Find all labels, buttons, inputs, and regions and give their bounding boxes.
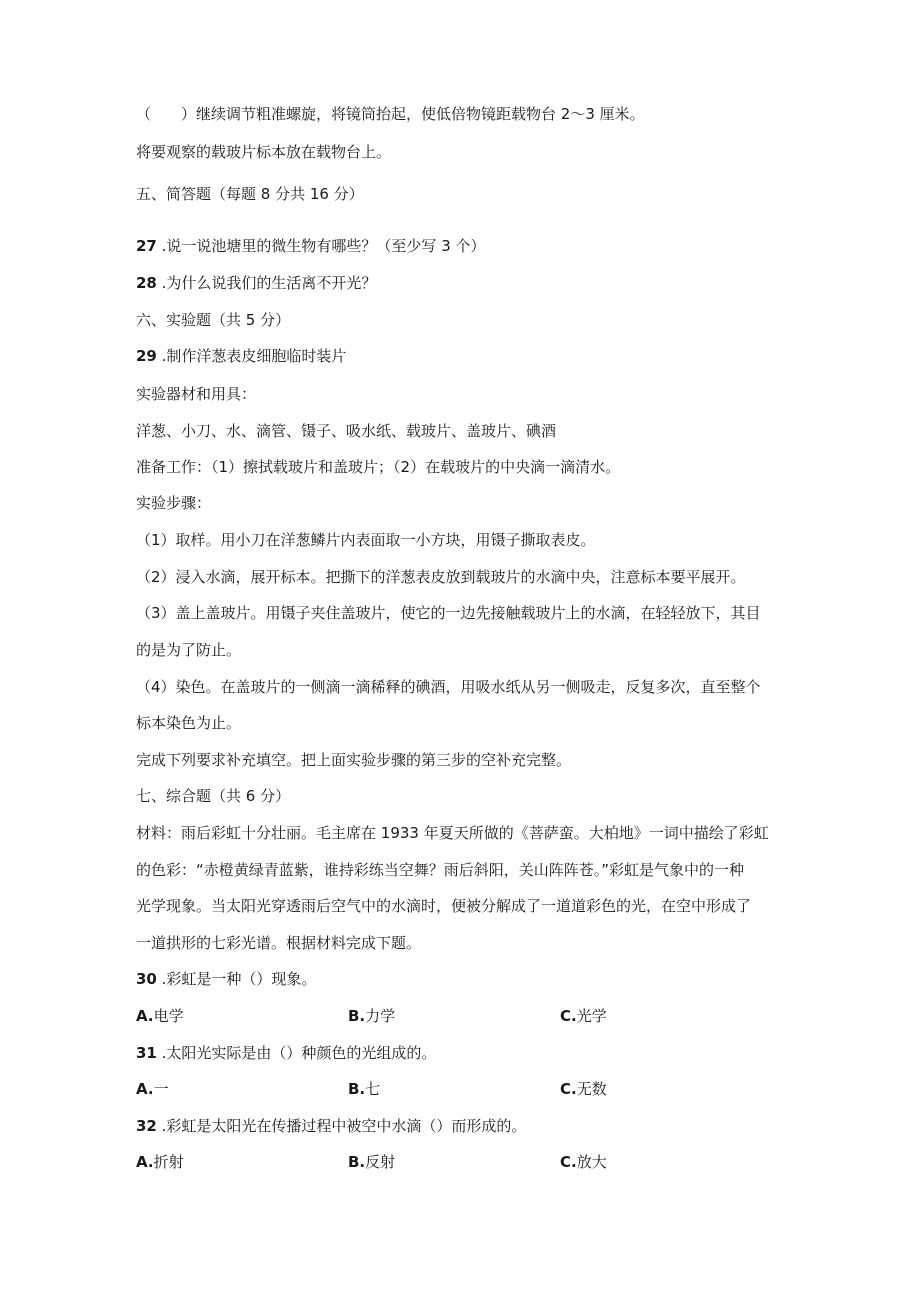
prep-text: 准备工作：（1）擦拭载玻片和盖玻片；（2）在载玻片的中央滴一滴清水。 bbox=[136, 458, 621, 476]
question-text: .彩虹是太阳光在传播过程中被空中水滴（）而形成的。 bbox=[161, 1117, 527, 1135]
option-b bbox=[348, 1006, 395, 1026]
text-line: 将要观察的载玻片标本放在载物台上。 bbox=[136, 143, 392, 161]
option-c bbox=[560, 1079, 607, 1099]
material-line-3: 光学现象。当太阳光穿透雨后空气中的水滴时，便被分解成了一道道彩色的光，在空中形成了 bbox=[136, 897, 752, 915]
material-line-1: 材料：雨后彩虹十分壮丽。毛主席在 1933 年夏天所做的《菩萨蛮。大柏地》一词中描绘了彩虹 bbox=[136, 824, 769, 842]
option-a bbox=[136, 1079, 169, 1099]
option-a bbox=[136, 1006, 184, 1026]
step-4-line-1: （4）染色。在盖玻片的一侧滴一滴稀释的碘酒，用吸水纸从另一侧吸走，反复多次，直至整个 bbox=[136, 678, 761, 696]
option-text: 一 bbox=[153, 1080, 169, 1098]
question-30 bbox=[136, 969, 316, 989]
section-heading-7: 七、综合题（共 6 分） bbox=[136, 787, 291, 805]
option-text: 光学 bbox=[576, 1007, 607, 1025]
question-number: 31 bbox=[136, 1044, 157, 1062]
option-key: A. bbox=[136, 1153, 154, 1171]
step-4-line-2: 标本染色为止。 bbox=[136, 714, 242, 732]
task-text: 完成下列要求补充填空。把上面实验步骤的第三步的空补充完整。 bbox=[136, 751, 572, 769]
question-27 bbox=[136, 236, 486, 256]
question-number: 28 bbox=[136, 274, 157, 292]
question-29 bbox=[136, 346, 346, 366]
question-28 bbox=[136, 273, 376, 293]
material-line-2: 的色彩：“赤橙黄绿青蓝紫，谁持彩练当空舞？雨后斜阳，关山阵阵苍。”彩虹是气象中的一种 bbox=[136, 861, 745, 879]
question-text: .太阳光实际是由（）种颜色的光组成的。 bbox=[161, 1044, 437, 1062]
option-key: C. bbox=[560, 1080, 577, 1098]
question-text: .彩虹是一种（）现象。 bbox=[161, 970, 317, 988]
option-text: 反射 bbox=[365, 1153, 396, 1171]
material-line-4: 一道拱形的七彩光谱。根据材料完成下题。 bbox=[136, 934, 422, 952]
option-text: 无数 bbox=[576, 1080, 607, 1098]
option-key: C. bbox=[560, 1007, 577, 1025]
question-text: .说一说池塘里的微生物有哪些？（至少写 3 个） bbox=[161, 237, 486, 255]
question-number: 27 bbox=[136, 237, 157, 255]
option-key: B. bbox=[348, 1007, 366, 1025]
option-key: B. bbox=[348, 1153, 366, 1171]
option-b bbox=[348, 1079, 380, 1099]
question-text: .制作洋葱表皮细胞临时装片 bbox=[161, 347, 347, 365]
text-line: （ ）继续调节粗准螺旋，将镜筒抬起，使低倍物镜距载物台 2～3 厘米。 bbox=[136, 105, 645, 123]
option-c bbox=[560, 1152, 607, 1172]
question-number: 30 bbox=[136, 970, 157, 988]
step-2: （2）浸入水滴，展开标本。把撕下的洋葱表皮放到载玻片的水滴中央，注意标本要平展开。 bbox=[136, 568, 746, 586]
section-heading-6: 六、实验题（共 5 分） bbox=[136, 311, 291, 329]
question-number: 32 bbox=[136, 1117, 157, 1135]
steps-title: 实验步骤： bbox=[136, 494, 212, 512]
option-text: 放大 bbox=[576, 1153, 607, 1171]
materials-list: 洋葱、小刀、水、滴管、镊子、吸水纸、载玻片、盖玻片、碘酒 bbox=[136, 422, 557, 440]
option-a bbox=[136, 1152, 184, 1172]
option-key: B. bbox=[348, 1080, 366, 1098]
question-number: 29 bbox=[136, 347, 157, 365]
step-3-line-2: 的是为了防止。 bbox=[136, 641, 242, 659]
step-3-line-1: （3）盖上盖玻片。用镊子夹住盖玻片，使它的一边先接触载玻片上的水滴，在轻轻放下，其目 bbox=[136, 604, 761, 622]
question-text: .为什么说我们的生活离不开光？ bbox=[161, 274, 377, 292]
option-text: 七 bbox=[365, 1080, 381, 1098]
question-31 bbox=[136, 1043, 436, 1063]
step-1: （1）取样。用小刀在洋葱鳞片内表面取一小方块，用镊子撕取表皮。 bbox=[136, 531, 596, 549]
question-32 bbox=[136, 1116, 526, 1136]
option-key: C. bbox=[560, 1153, 577, 1171]
section-heading-5: 五、简答题（每题 8 分共 16 分） bbox=[136, 185, 364, 203]
option-key: A. bbox=[136, 1007, 154, 1025]
option-text: 力学 bbox=[365, 1007, 396, 1025]
option-text: 折射 bbox=[153, 1153, 184, 1171]
option-text: 电学 bbox=[153, 1007, 184, 1025]
option-b bbox=[348, 1152, 395, 1172]
materials-title: 实验器材和用具： bbox=[136, 385, 257, 403]
option-key: A. bbox=[136, 1080, 154, 1098]
option-c bbox=[560, 1006, 607, 1026]
